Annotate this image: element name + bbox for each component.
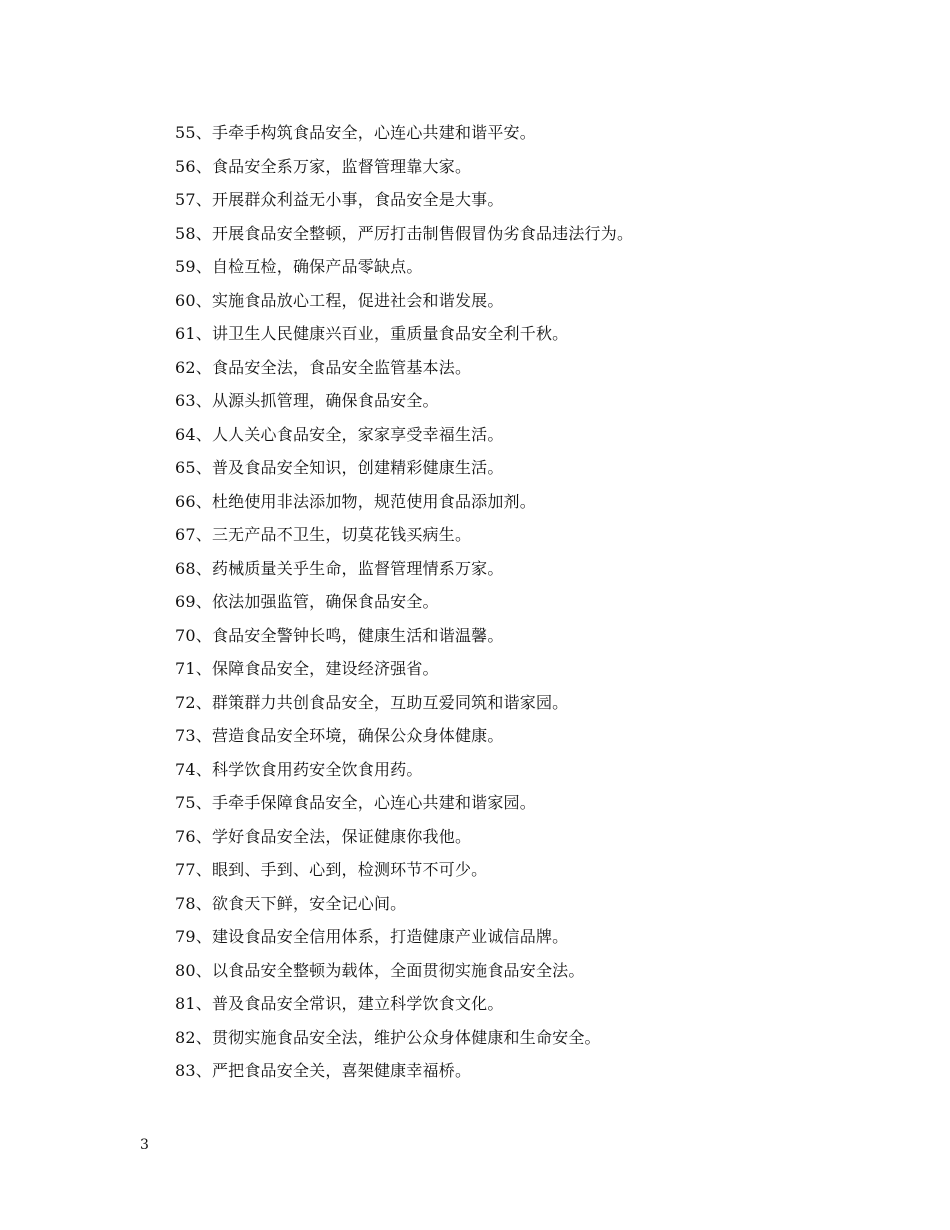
list-item: 83、严把食品安全关，喜架健康幸福桥。 [175,1061,472,1080]
list-item: 72、群策群力共创食品安全，互助互爱同筑和谐家园。 [175,692,569,712]
slogan-list [175,116,633,1088]
page-number: 3 [140,1137,149,1153]
list-item: 81、普及食品安全常识，建立科学饮食文化。 [175,994,504,1013]
list-item: 75、手牵手保障食品安全，心连心共建和谐家园。 [175,793,536,812]
list-item: 74、科学饮食用药安全饮食用药。 [175,759,423,779]
list-item: 73、营造食品安全环境，确保公众身体健康。 [175,726,504,745]
list-item: 70、食品安全警钟长鸣，健康生活和谐温馨。 [175,625,504,645]
list-item: 59、自检互检，确保产品零缺点。 [175,257,423,276]
list-item: 55、手牵手构筑食品安全，心连心共建和谐平安。 [175,123,536,142]
list-item: 64、人人关心食品安全，家家享受幸福生活。 [175,424,504,444]
list-item: 61、讲卫生人民健康兴百业，重质量食品安全利千秋。 [175,324,569,343]
list-item: 67、三无产品不卫生，切莫花钱买病生。 [175,525,472,544]
list-item: 78、欲食天下鲜，安全记心间。 [175,893,407,913]
list-item: 66、杜绝使用非法添加物，规范使用食品添加剂。 [175,491,536,511]
list-item: 60、实施食品放心工程，促进社会和谐发展。 [175,290,504,310]
list-item: 80、以食品安全整顿为载体，全面贯彻实施食品安全法。 [175,960,585,980]
list-item: 69、依法加强监管，确保食品安全。 [175,592,439,611]
list-item: 57、开展群众利益无小事，食品安全是大事。 [175,190,504,209]
list-item: 58、开展食品安全整顿，严厉打击制售假冒伪劣食品违法行为。 [175,223,634,243]
list-item: 76、学好食品安全法，保证健康你我他。 [175,826,472,846]
list-item: 62、食品安全法，食品安全监管基本法。 [175,357,472,377]
list-item: 71、保障食品安全，建设经济强省。 [175,659,439,678]
list-item: 56、食品安全系万家，监督管理靠大家。 [175,156,472,176]
list-item: 79、建设食品安全信用体系，打造健康产业诚信品牌。 [175,927,569,946]
list-item: 77、眼到、手到、心到，检测环节不可少。 [175,860,488,879]
list-item: 63、从源头抓管理，确保食品安全。 [175,391,439,410]
list-item: 68、药械质量关乎生命，监督管理情系万家。 [175,558,504,578]
list-item: 65、普及食品安全知识，创建精彩健康生活。 [175,458,504,477]
list-item: 82、贯彻实施食品安全法，维护公众身体健康和生命安全。 [175,1027,601,1047]
